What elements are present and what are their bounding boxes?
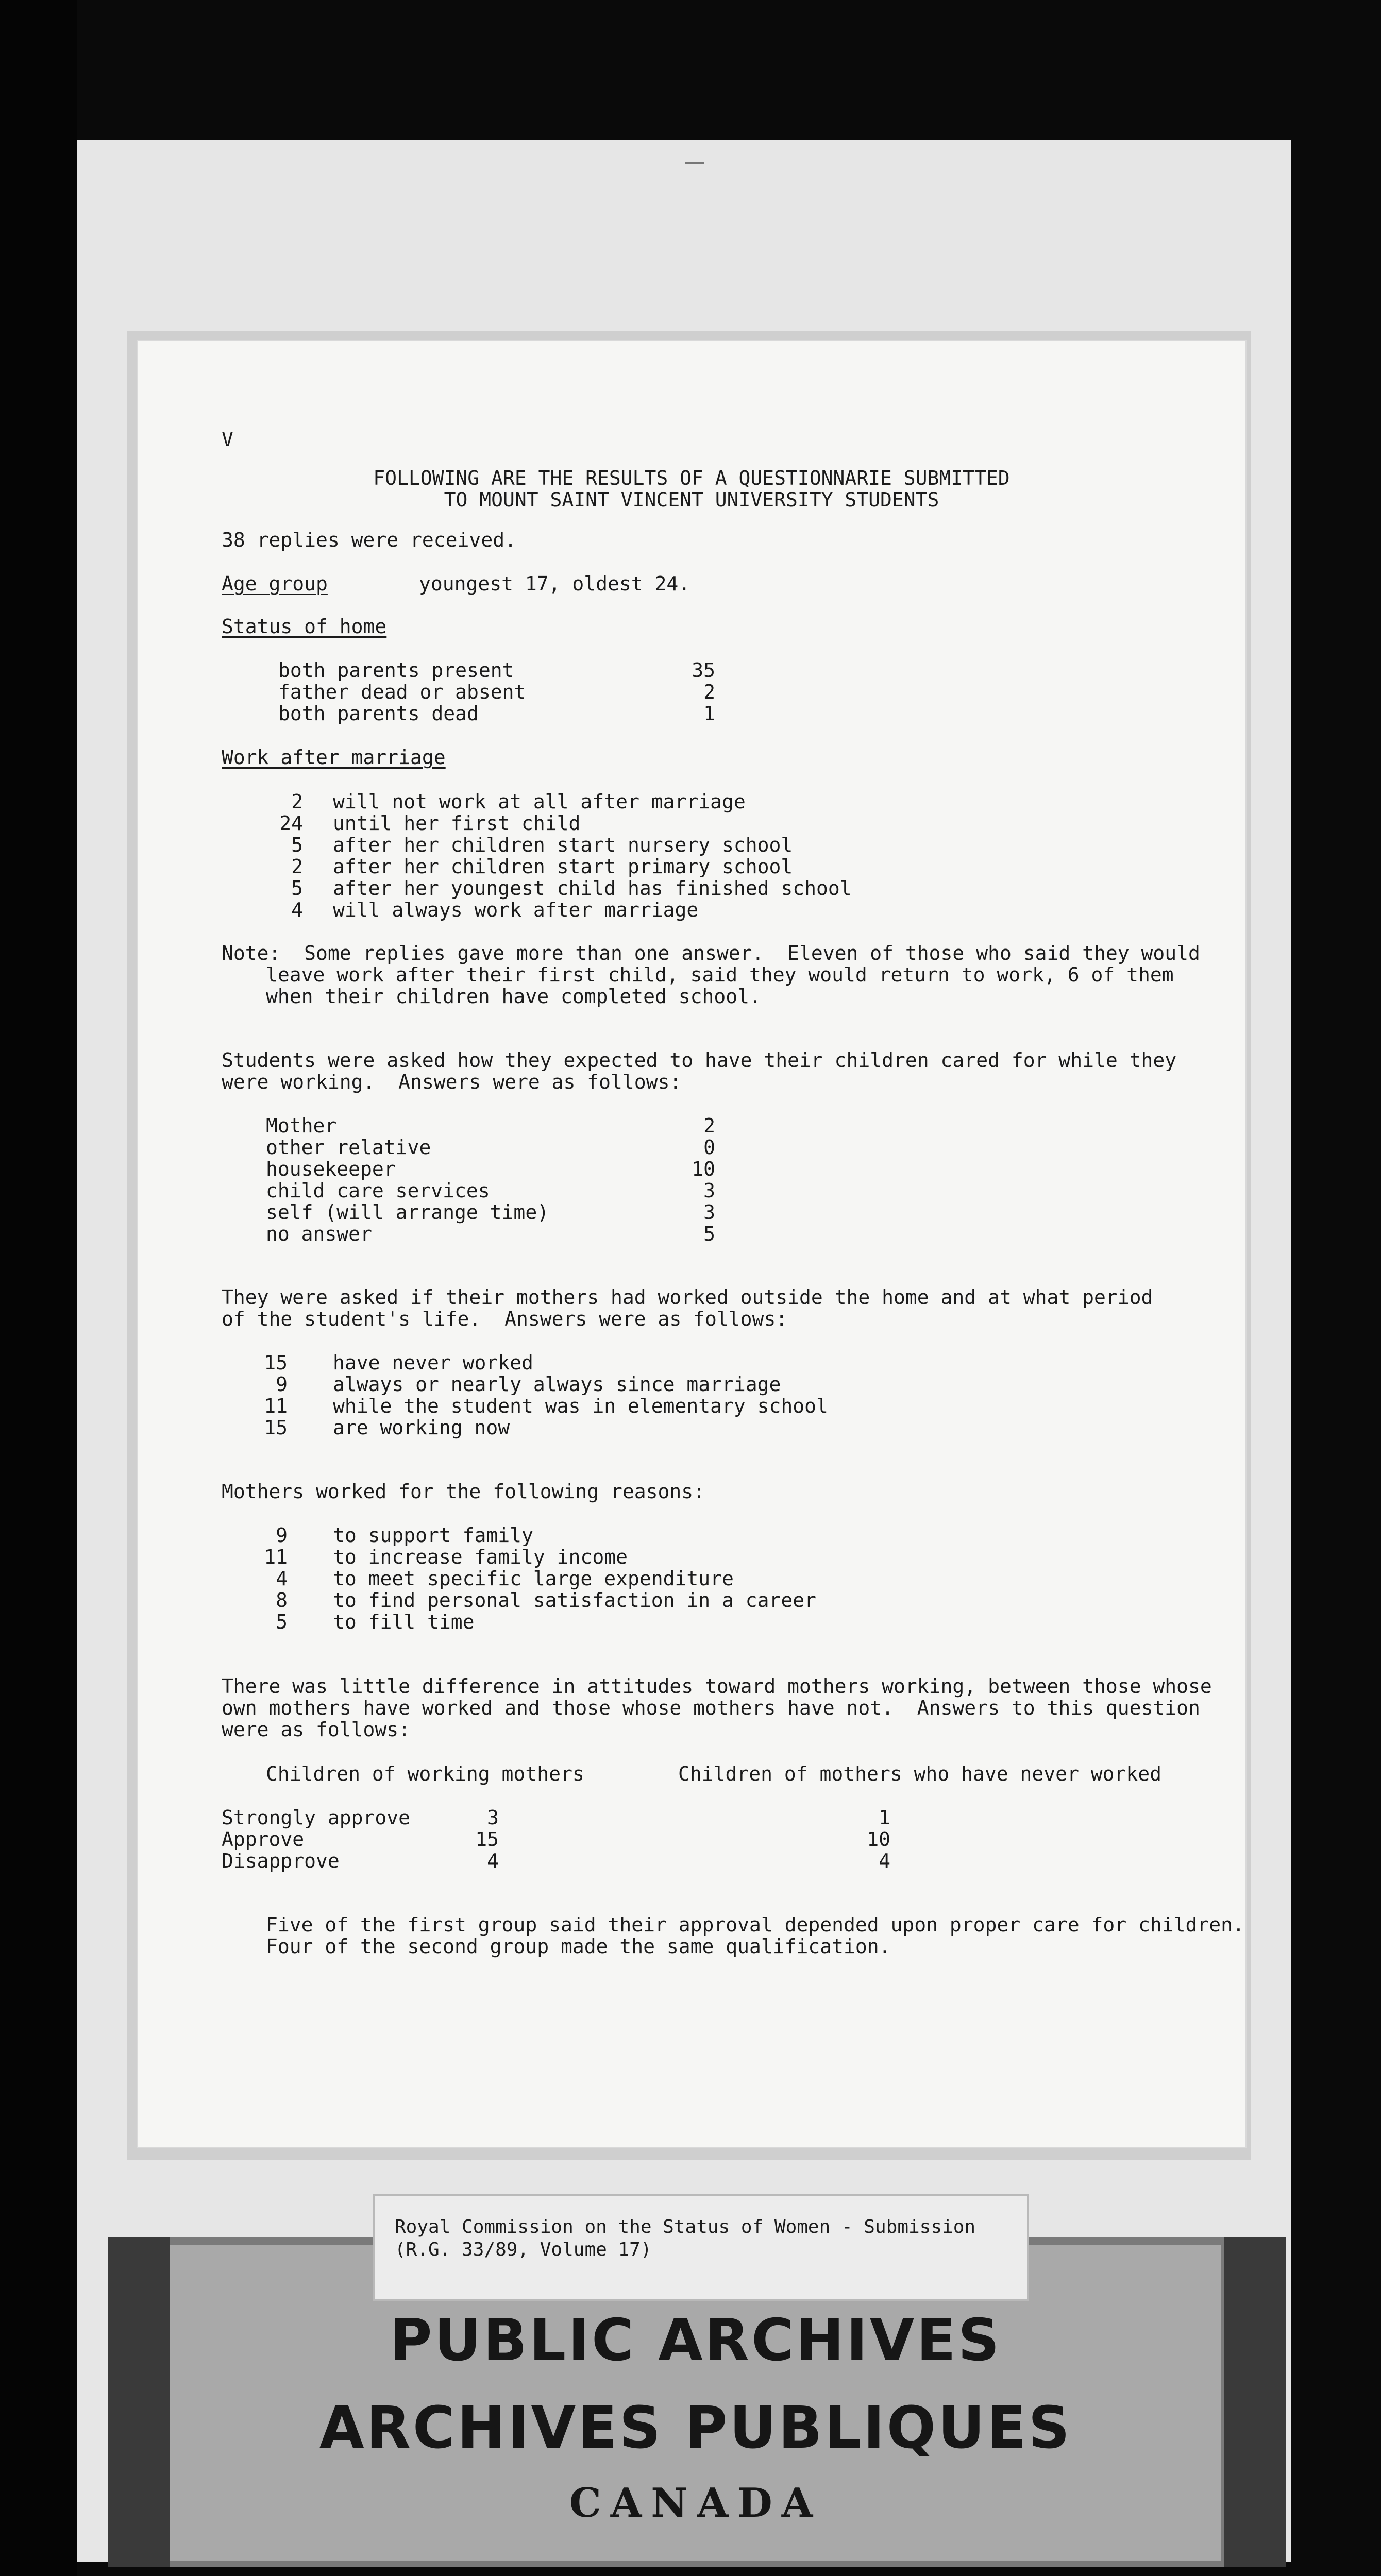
care-label: housekeeper bbox=[266, 1158, 396, 1180]
work-heading: Work after marriage bbox=[222, 746, 446, 769]
attitude-label: Approve bbox=[222, 1828, 305, 1851]
work-value: 2 bbox=[291, 855, 303, 878]
reasons-value: 4 bbox=[276, 1567, 288, 1590]
status-label: father dead or absent bbox=[278, 681, 526, 703]
attitude-working-value: 15 bbox=[475, 1828, 499, 1851]
attitude-never-value: 1 bbox=[879, 1806, 890, 1829]
reasons-value: 9 bbox=[276, 1524, 288, 1547]
attitude-working-value: 3 bbox=[487, 1806, 499, 1829]
work-value: 24 bbox=[279, 812, 303, 835]
attitude-line-3: were as follows: bbox=[222, 1718, 411, 1741]
care-value: 2 bbox=[703, 1114, 715, 1137]
band-shadow-left bbox=[108, 2237, 170, 2567]
attitude-line-1: There was little difference in attitudes toward mothers working, between those whose bbox=[222, 1675, 1212, 1698]
work-label: will not work at all after marriage bbox=[333, 790, 746, 813]
status-value: 1 bbox=[703, 702, 715, 725]
mothers-label: while the student was in elementary school bbox=[333, 1395, 828, 1417]
work-value: 5 bbox=[291, 877, 303, 900]
care-label: other relative bbox=[266, 1136, 431, 1159]
attitude-never-value: 4 bbox=[879, 1850, 890, 1872]
sheet-tick-mark bbox=[685, 162, 704, 164]
mothers-value: 15 bbox=[264, 1351, 288, 1374]
care-intro-line-2: were working. Answers were as follows: bbox=[222, 1071, 682, 1093]
reasons-label: to fill time bbox=[333, 1611, 475, 1633]
status-label: both parents present bbox=[278, 659, 514, 682]
care-value: 3 bbox=[703, 1201, 715, 1224]
care-value: 10 bbox=[692, 1158, 715, 1180]
work-value: 5 bbox=[291, 834, 303, 856]
care-intro-line-1: Students were asked how they expected to have their children cared for while they bbox=[222, 1049, 1177, 1072]
note-line-1: Note: Some replies gave more than one answer. Eleven of those who said they would bbox=[222, 942, 1200, 964]
status-heading: Status of home bbox=[222, 615, 387, 638]
mothers-value: 11 bbox=[264, 1395, 288, 1417]
mothers-value: 9 bbox=[276, 1373, 288, 1396]
archive-stamp-line-1: PUBLIC ARCHIVES bbox=[390, 2307, 1002, 2374]
reasons-value: 5 bbox=[276, 1611, 288, 1633]
mothers-intro-line-1: They were asked if their mothers had worked outside the home and at what period bbox=[222, 1286, 1153, 1309]
reasons-label: to support family bbox=[333, 1524, 533, 1547]
attitude-label: Strongly approve bbox=[222, 1806, 411, 1829]
care-value: 3 bbox=[703, 1179, 715, 1202]
label-card-line-1: Royal Commission on the Status of Women - Submission bbox=[395, 2216, 976, 2238]
reasons-label: to find personal satisfaction in a career bbox=[333, 1589, 816, 1612]
attitude-working-value: 4 bbox=[487, 1850, 499, 1872]
mothers-value: 15 bbox=[264, 1416, 288, 1439]
archive-stamp-line-3: CANADA bbox=[569, 2480, 822, 2527]
work-label: until her first child bbox=[333, 812, 581, 835]
work-label: after her children start nursery school bbox=[333, 834, 793, 856]
note-line-2: leave work after their first child, said they would return to work, 6 of them bbox=[266, 963, 1174, 986]
reasons-value: 8 bbox=[276, 1589, 288, 1612]
reasons-value: 11 bbox=[264, 1546, 288, 1568]
mothers-label: always or nearly always since marriage bbox=[333, 1373, 781, 1396]
work-value: 4 bbox=[291, 899, 303, 921]
age-group-value: youngest 17, oldest 24. bbox=[419, 572, 690, 595]
status-value: 2 bbox=[703, 681, 715, 703]
care-label: child care services bbox=[266, 1179, 490, 1202]
care-value: 5 bbox=[703, 1223, 715, 1245]
archive-stamp-line-2: ARCHIVES PUBLIQUES bbox=[319, 2395, 1072, 2462]
column-heading-never: Children of mothers who have never worked bbox=[678, 1762, 1161, 1785]
label-card-line-2: (R.G. 33/89, Volume 17) bbox=[395, 2239, 652, 2260]
band-shadow-right bbox=[1224, 2237, 1286, 2567]
work-label: after her children start primary school bbox=[333, 855, 793, 878]
work-value: 2 bbox=[291, 790, 303, 813]
closing-line-2: Four of the second group made the same qualification. bbox=[266, 1935, 891, 1958]
age-group-label: Age group bbox=[222, 572, 328, 595]
work-label: will always work after marriage bbox=[333, 899, 699, 921]
attitude-never-value: 10 bbox=[867, 1828, 890, 1851]
column-heading-working: Children of working mothers bbox=[266, 1762, 584, 1785]
closing-line-1: Five of the first group said their approval depended upon proper care for children. bbox=[266, 1913, 1244, 1936]
note-line-3: when their children have completed school. bbox=[266, 985, 761, 1008]
work-label: after her youngest child has finished school bbox=[333, 877, 852, 900]
replies-count: 38 replies were received. bbox=[222, 529, 516, 551]
mothers-label: have never worked bbox=[333, 1351, 533, 1374]
mothers-label: are working now bbox=[333, 1416, 510, 1439]
status-value: 35 bbox=[692, 659, 715, 682]
attitude-line-2: own mothers have worked and those whose mothers have not. Answers to this question bbox=[222, 1697, 1200, 1719]
status-label: both parents dead bbox=[278, 702, 479, 725]
reference-label-card bbox=[375, 2196, 1027, 2299]
reasons-label: to increase family income bbox=[333, 1546, 628, 1568]
care-label: no answer bbox=[266, 1223, 372, 1245]
mothers-intro-line-2: of the student's life. Answers were as follows: bbox=[222, 1308, 788, 1330]
page-mark: V bbox=[222, 428, 233, 451]
document-page bbox=[138, 341, 1245, 2147]
reasons-label: to meet specific large expenditure bbox=[333, 1567, 734, 1590]
reasons-intro: Mothers worked for the following reasons: bbox=[222, 1480, 705, 1503]
title-line-2: TO MOUNT SAINT VINCENT UNIVERSITY STUDENTS bbox=[444, 488, 939, 511]
care-label: self (will arrange time) bbox=[266, 1201, 549, 1224]
care-value: 0 bbox=[703, 1136, 715, 1159]
attitude-label: Disapprove bbox=[222, 1850, 340, 1872]
film-border bbox=[0, 0, 77, 2576]
care-label: Mother bbox=[266, 1114, 337, 1137]
title-line-1: FOLLOWING ARE THE RESULTS OF A QUESTIONNARIE SUBMITTED bbox=[373, 467, 1010, 489]
